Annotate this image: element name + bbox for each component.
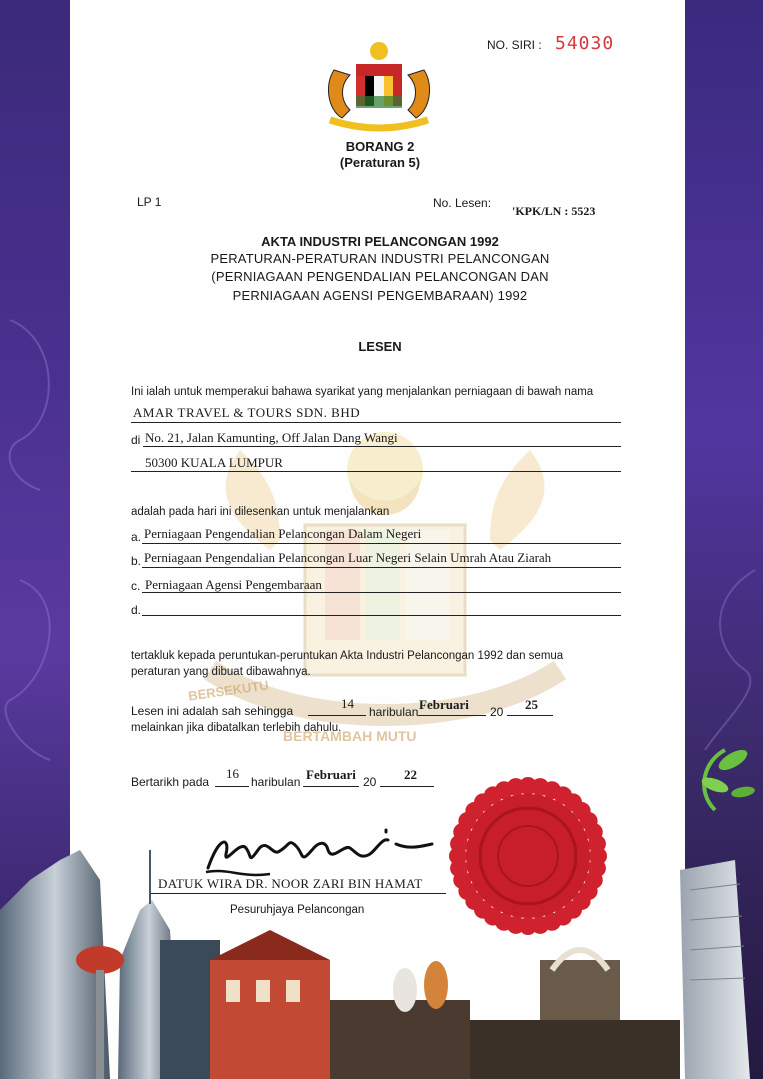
document-heading: LESEN bbox=[358, 339, 402, 354]
activity-a-text: Perniagaan Pengendalian Pelancongan Dalam Negeri bbox=[144, 526, 422, 541]
act-line-1: PERATURAN-PERATURAN INDUSTRI PELANCONGAN bbox=[210, 251, 550, 266]
address-line-2-rule bbox=[131, 471, 621, 472]
activity-c-text: Perniagaan Agensi Pengembaraan bbox=[145, 577, 322, 592]
dated-prefix: Bertarikh pada bbox=[131, 775, 210, 789]
serial-number: 54030 bbox=[555, 33, 615, 54]
address-line-1-rule bbox=[143, 446, 621, 447]
validity-day-rule bbox=[308, 715, 366, 716]
validity-year-prefix: 20 bbox=[490, 705, 504, 719]
dated-year-rule bbox=[380, 786, 434, 787]
activity-b-letter: b. bbox=[131, 554, 142, 568]
crest-scroll-left: BERSEKUTU bbox=[187, 677, 270, 704]
license-number-label: No. Lesen: bbox=[433, 196, 492, 210]
validity-month-rule bbox=[418, 715, 486, 716]
act-line-2: (PERNIAGAAN PENGENDALIAN PELANCONGAN DAN bbox=[211, 269, 549, 284]
kuala-lumpur-skyline-illustration bbox=[0, 820, 763, 1079]
address-prefix: di bbox=[131, 433, 141, 447]
subject-statement-2: peraturan yang dibuat dibawahnya. bbox=[131, 666, 311, 678]
activity-a-rule bbox=[142, 543, 621, 544]
dated-day: 16 bbox=[226, 766, 239, 781]
company-name-line bbox=[131, 422, 621, 423]
dated-year-prefix: 20 bbox=[363, 775, 377, 789]
company-name: AMAR TRAVEL & TOURS SDN. BHD bbox=[133, 405, 361, 420]
act-title: AKTA INDUSTRI PELANCONGAN 1992 bbox=[261, 234, 499, 249]
form-title: BORANG 2 bbox=[345, 139, 415, 154]
validity-year-rule bbox=[507, 715, 553, 716]
dated-day-rule bbox=[215, 786, 249, 787]
act-line-3: PERNIAGAAN AGENSI PENGEMBARAAN) 1992 bbox=[232, 288, 528, 303]
right-vine-decoration bbox=[685, 560, 763, 860]
serial-label: NO. SIRI : bbox=[487, 38, 542, 52]
validity-day: 14 bbox=[341, 696, 354, 711]
crest-scroll-right: BERTAMBAH MUTU bbox=[283, 728, 417, 744]
activity-c-letter: c. bbox=[131, 579, 141, 593]
validity-month: Februari bbox=[419, 697, 469, 712]
form-subtitle: (Peraturan 5) bbox=[339, 155, 421, 170]
validity-year: 25 bbox=[525, 697, 538, 712]
dated-month: Februari bbox=[306, 767, 356, 782]
activity-c-rule bbox=[142, 592, 621, 593]
lp-code: LP 1 bbox=[137, 195, 162, 209]
signatory-title: Pesuruhjaya Pelancongan bbox=[230, 904, 365, 916]
activity-d-rule bbox=[142, 615, 621, 616]
validity-day-label: haribulan bbox=[369, 705, 419, 719]
licensed-statement: adalah pada hari ini dilesenkan untuk menjalankan bbox=[131, 506, 390, 518]
left-swirl-decoration bbox=[0, 280, 70, 800]
dated-year: 22 bbox=[404, 767, 417, 782]
validity-prefix: Lesen ini adalah sah sehingga bbox=[131, 704, 294, 718]
address-line-1: No. 21, Jalan Kamunting, Off Jalan Dang Wangi bbox=[145, 430, 398, 445]
certify-statement: Ini ialah untuk memperakui bahawa syarikat yang menjalankan perniagaan di bawah nama bbox=[131, 386, 594, 398]
activity-b-text: Perniagaan Pengendalian Pelancongan Luar Negeri Selain Umrah Atau Ziarah bbox=[144, 550, 552, 565]
address-line-2: 50300 KUALA LUMPUR bbox=[145, 455, 283, 470]
subject-statement-1: tertakluk kepada peruntukan-peruntukan Akta Industri Pelancongan 1992 dan semua bbox=[131, 650, 564, 662]
license-number: 'KPK/LN : 5523 bbox=[512, 204, 596, 218]
activity-d-letter: d. bbox=[131, 603, 142, 617]
dated-day-label: haribulan bbox=[251, 775, 301, 789]
activity-b-rule bbox=[142, 567, 621, 568]
signatory-name: DATUK WIRA DR. NOOR ZARI BIN HAMAT bbox=[158, 876, 423, 891]
activity-a-letter: a. bbox=[131, 530, 142, 544]
dated-month-rule bbox=[303, 786, 359, 787]
validity-note: melainkan jika dibatalkan terlebih dahulu. bbox=[131, 722, 342, 734]
coat-of-arms-emblem bbox=[320, 40, 438, 132]
